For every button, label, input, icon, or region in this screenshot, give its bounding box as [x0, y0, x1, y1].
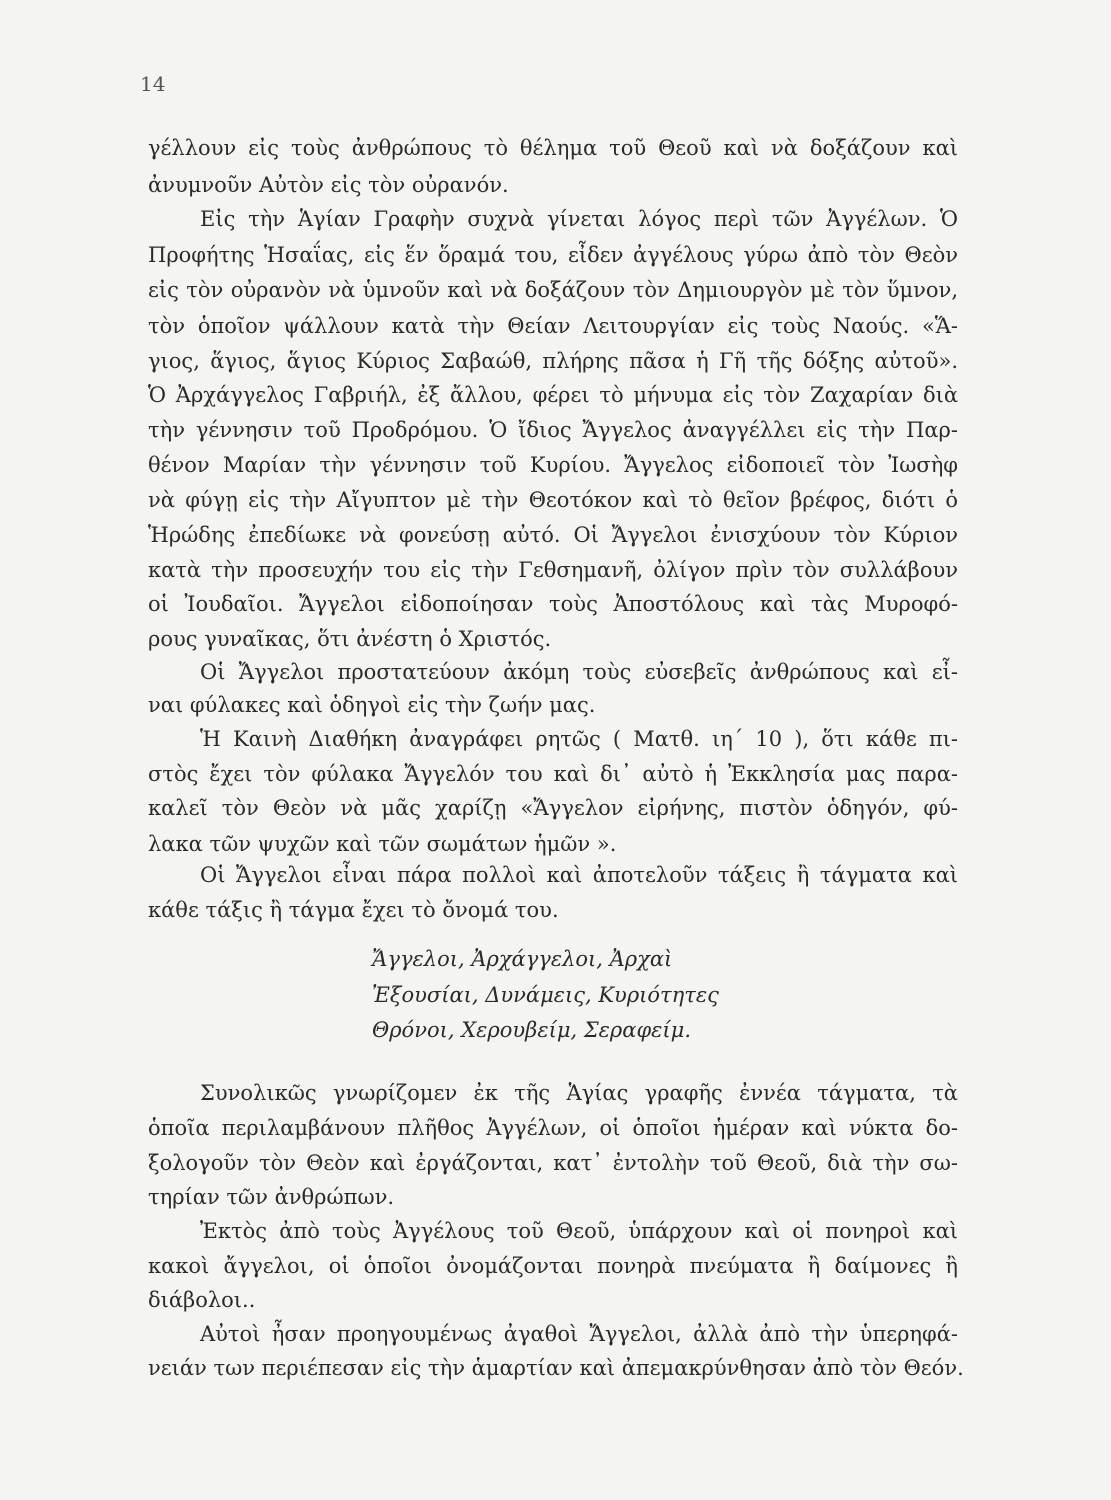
angel-orders-line: Ἐξουσίαι, Δυνάμεις, Κυριότητες: [372, 983, 719, 1007]
text-line: τηρίαν τῶν ἀνθρώπων.: [148, 1185, 395, 1209]
text-line: ὁποῖα περιλαμβάνουν πλῆθος Ἀγγέλων, οἱ ὁποῖοι ἡμέραν καὶ νύκτα δο-: [148, 1116, 958, 1140]
text-line: Ἡ Καινὴ Διαθήκη ἀναγράφει ρητῶς ( Ματθ. ιη´ 10 ), ὅτι κάθε πι-: [200, 727, 958, 751]
text-line: Ὁ Ἀρχάγγελος Γαβριήλ, ἐξ ἄλλου, φέρει τὸ μήνυμα εἰς τὸν Ζαχαρίαν διὰ: [148, 383, 958, 407]
text-line: στὸς ἔχει τὸν φύλακα Ἄγγελόν του καὶ δι᾽ αὐτὸ ἡ Ἐκκλησία μας παρα-: [148, 762, 958, 786]
text-line: ρους γυναῖκας, ὅτι ἀνέστη ὁ Χριστός.: [148, 627, 552, 651]
text-line: ἀνυμνοῦν Αὐτὸν εἰς τὸν οὐρανόν.: [148, 173, 509, 197]
text-line: τὴν γέννησιν τοῦ Προδρόμου. Ὁ ἴδιος Ἄγγελος ἀναγγέλλει εἰς τὴν Παρ-: [148, 418, 958, 442]
text-line: Προφήτης Ἡσαΐας, εἰς ἕν ὅραμά του, εἶδεν ἀγγέλους γύρω ἀπὸ τὸν Θεὸν: [148, 243, 958, 267]
text-line: ξολογοῦν τὸν Θεὸν καὶ ἐργάζονται, κατ᾽ ἐντολὴν τοῦ Θεοῦ, διὰ τὴν σω-: [148, 1151, 958, 1175]
text-line: Συνολικῶς γνωρίζομεν ἐκ τῆς Ἁγίας γραφῆς ἐννέα τάγματα, τὰ: [200, 1081, 958, 1105]
page-number: 14: [140, 72, 166, 96]
text-line: Οἱ Ἄγγελοι προστατεύουν ἀκόμη τοὺς εὐσεβεῖς ἀνθρώπους καὶ εἶ-: [200, 660, 958, 684]
text-line: Οἱ Ἄγγελοι εἶναι πάρα πολλοὶ καὶ ἀποτελοῦν τάξεις ἢ τάγματα καὶ: [200, 863, 958, 887]
text-line: νειάν των περιέπεσαν εἰς τὴν ἁμαρτίαν καὶ ἀπεμακρύνθησαν ἀπὸ τὸν Θεόν.: [148, 1356, 964, 1380]
text-line: γέλλουν εἰς τοὺς ἀνθρώπους τὸ θέλημα τοῦ Θεοῦ καὶ νὰ δοξάζουν καὶ: [148, 136, 958, 160]
text-line: διάβολοι..: [148, 1288, 256, 1312]
text-line: κακοὶ ἄγγελοι, οἱ ὁποῖοι ὀνομάζονται πονηρὰ πνεύματα ἢ δαίμονες ἢ: [148, 1254, 958, 1278]
text-line: ναι φύλακες καὶ ὁδηγοὶ εἰς τὴν ζωήν μας.: [148, 693, 596, 717]
text-line: θένον Μαρίαν τὴν γέννησιν τοῦ Κυρίου. Ἄγγελος εἰδοποιεῖ τὸν Ἰωσὴφ: [148, 453, 958, 477]
text-line: κάθε τάξις ἢ τάγμα ἔχει τὸ ὄνομά του.: [148, 898, 559, 922]
text-line: Εἰς τὴν Ἁγίαν Γραφὴν συχνὰ γίνεται λόγος περὶ τῶν Ἀγγέλων. Ὁ: [200, 207, 958, 231]
text-line: νὰ φύγῃ εἰς τὴν Αἴγυπτον μὲ τὴν Θεοτόκον καὶ τὸ θεῖον βρέφος, διότι ὁ: [148, 488, 958, 512]
text-line: Αὐτοὶ ἦσαν προηγουμένως ἀγαθοὶ Ἄγγελοι, ἀλλὰ ἀπὸ τὴν ὑπερηφά-: [200, 1322, 958, 1346]
text-line: οἱ Ἰουδαῖοι. Ἄγγελοι εἰδοποίησαν τοὺς Ἀποστόλους καὶ τὰς Μυροφό-: [148, 592, 958, 616]
text-line: τὸν ὁποῖον ψάλλουν κατὰ τὴν Θείαν Λειτουργίαν εἰς τοὺς Ναούς. «Ἅ-: [148, 314, 958, 338]
text-line: Ἐκτὸς ἀπὸ τοὺς Ἀγγέλους τοῦ Θεοῦ, ὑπάρχουν καὶ οἱ πονηροὶ καὶ: [200, 1219, 958, 1243]
text-line: εἰς τὸν οὐρανὸν νὰ ὑμνοῦν καὶ νὰ δοξάζουν τὸν Δημιουργὸν μὲ τὸν ὕμνον,: [148, 278, 958, 302]
text-line: καλεῖ τὸν Θεὸν νὰ μᾶς χαρίζῃ «Ἄγγελον εἰρήνης, πιστὸν ὁδηγόν, φύ-: [148, 796, 958, 820]
text-line: Ἡρώδης ἐπεδίωκε νὰ φονεύσῃ αὐτό. Οἱ Ἄγγελοι ἐνισχύουν τὸν Κύριον: [148, 523, 958, 547]
text-line: γιος, ἅγιος, ἅγιος Κύριος Σαβαώθ, πλήρης πᾶσα ἡ Γῆ τῆς δόξης αὐτοῦ».: [148, 349, 958, 373]
text-line: κατὰ τὴν προσευχήν του εἰς τὴν Γεθσημανῆ, ὀλίγον πρὶν τὸν συλλάβουν: [148, 558, 958, 582]
angel-orders-line: Ἄγγελοι, Ἀρχάγγελοι, Ἀρχαὶ: [372, 947, 673, 971]
angel-orders-line: Θρόνοι, Χερουβείμ, Σεραφείμ.: [372, 1018, 691, 1042]
text-line: λακα τῶν ψυχῶν καὶ τῶν σωμάτων ἡμῶν ».: [148, 832, 617, 856]
